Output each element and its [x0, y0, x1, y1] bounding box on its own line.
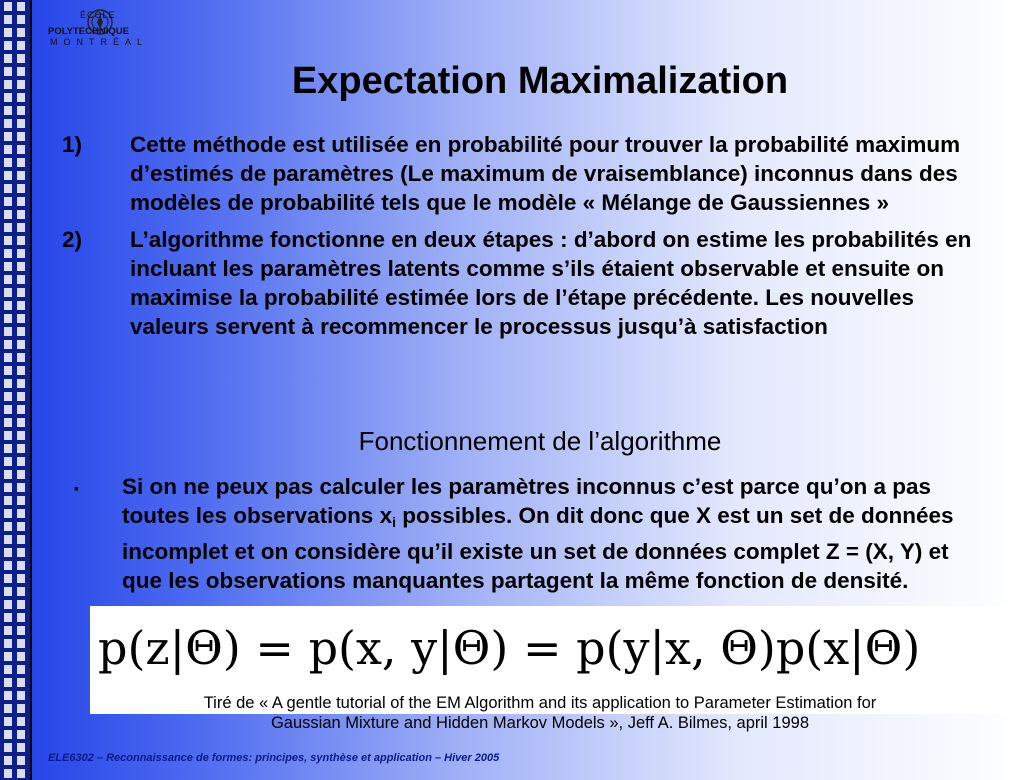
equation-middle: p(x, y|Θ): [308, 621, 509, 675]
source-caption: [110, 693, 970, 733]
bullet-text-part1: Si on ne peux pas calculer les paramètres inconnus c’est parce qu’on a pas toutes les observations x: [122, 474, 932, 528]
list-item-text: L’algorithme fonctionne en deux étapes : d’abord on estime les probabilités en incluant les paramètres latents comme s’ils étaient observable et ensuite on maximise la probabilité estimée lors de l’étape précédente. Les nouvelles valeurs servent à recommencer le processus jusqu’à satisfaction: [130, 227, 972, 339]
bullet-square-icon: ▪: [74, 480, 79, 496]
caption-line-1: Tiré de « A gentle tutorial of the EM Algorithm and its application to Parameter Estimation for: [203, 694, 877, 712]
slide-title: Expectation Maximalization: [291, 60, 789, 102]
bullet-list: [72, 472, 992, 595]
complete-data-likelihood-equation: [98, 610, 998, 686]
list-marker: 2): [62, 227, 83, 252]
school-logo: [40, 8, 160, 70]
equation-lhs: p(z|Θ): [98, 621, 241, 675]
logo-text-ecole: ÉCOLE: [80, 10, 116, 20]
bullet-text: [122, 474, 954, 593]
list-item-text: Cette méthode est utilisée en probabilité pour trouver la probabilité maximum d’estimés de paramètres (Le maximum de vraisemblance) inconnus dans des modèles de probabilité tels que le modèle « Mélange de Gaussiennes »: [130, 132, 961, 215]
logo-text-polytechnique: POLYTECHNIQUE: [48, 26, 129, 37]
equation-rhs: p(y|x, Θ)p(x|Θ): [576, 621, 921, 675]
section-subheading: Fonctionnement de l’algorithme: [358, 426, 722, 456]
list-item: [72, 472, 992, 595]
decorative-film-strip: [0, 0, 32, 780]
list-item: [62, 225, 992, 341]
list-marker: 1): [62, 132, 83, 157]
equals-sign: =: [255, 621, 294, 675]
numbered-list: [62, 130, 992, 341]
subscript-i: i: [392, 514, 396, 530]
caption-line-2: Gaussian Mixture and Hidden Markov Models », Jeff A. Bilmes, april 1998: [270, 714, 810, 732]
equals-sign: =: [522, 621, 562, 675]
logo-text-montreal: MONTRÉAL: [50, 37, 149, 47]
bullet-text-part2: possibles. On dit donc que X est un set de données incomplet et on considère qu’il existe un set de données complet Z = (X, Y) et que les observations manquantes partagent la même fonction de densité.: [122, 503, 954, 593]
course-footer: ELE6302 – Reconnaissance de formes: principes, synthèse et application – Hiver 2005: [48, 752, 500, 764]
list-item: [62, 130, 992, 217]
